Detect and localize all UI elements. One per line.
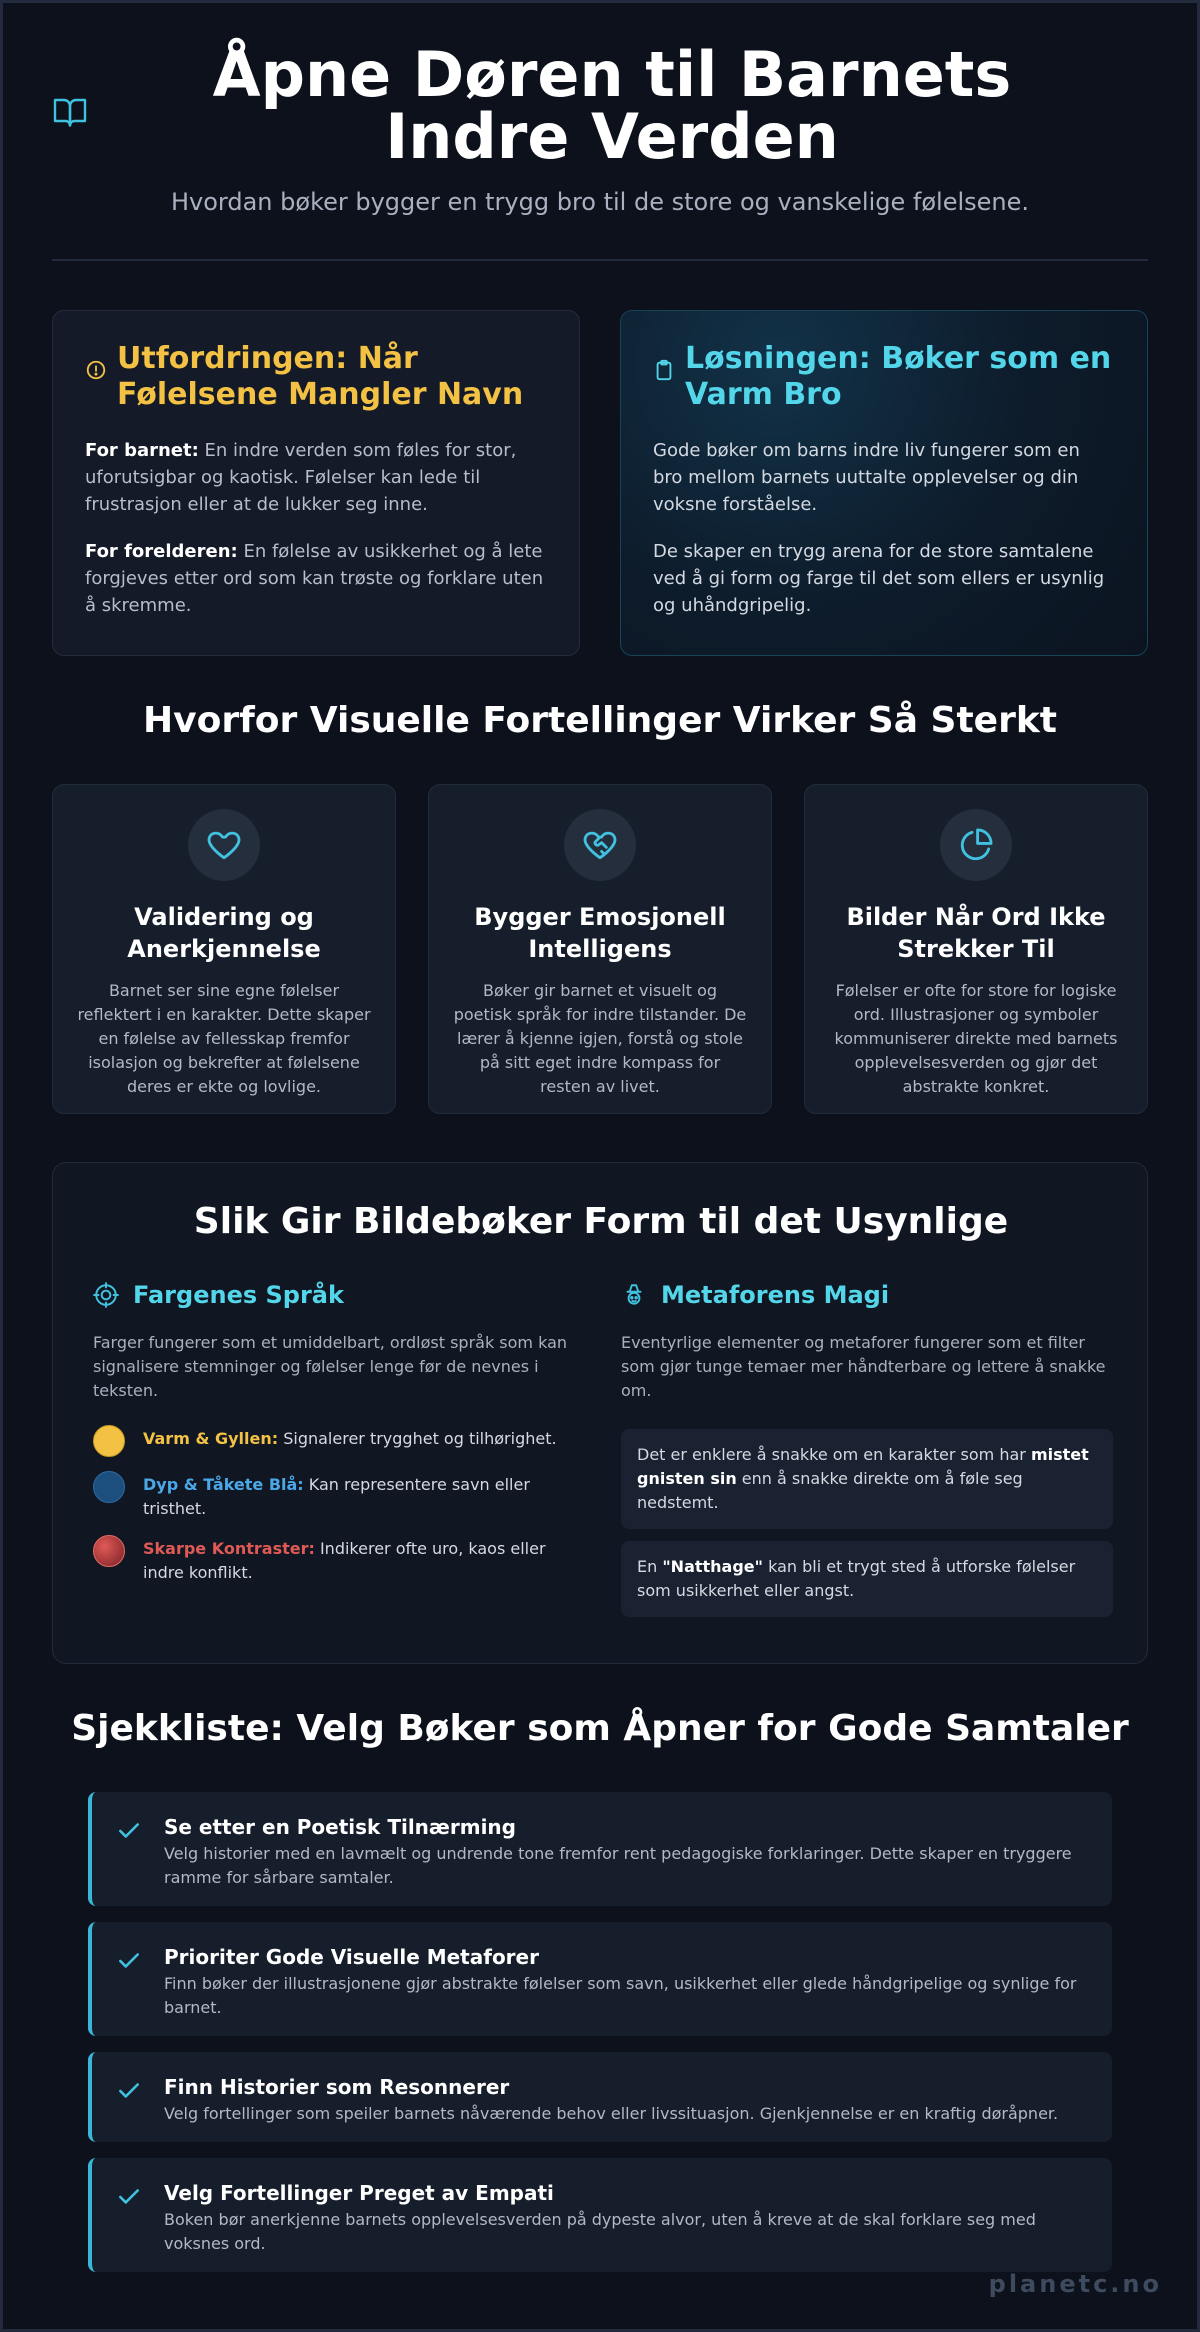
why-card-intelligence [428,784,772,1114]
checklist-item-title: Se etter en Poetisk Tilnærming [164,1815,516,1839]
color-swatch-item: Skarpe Kontraster: Indikerer ofte uro, kaos eller indre konflikt. [93,1537,579,1585]
checklist-title: Sjekkliste: Velg Bøker som Åpner for Gode Samtaler [71,1708,1129,1749]
color-swatch-item: Dyp & Tåkete Blå: Kan representere savn eller tristhet. [93,1473,579,1521]
why-card-text: Følelser er ofte for store for logiske ord. Illustrasjoner og symboler kommuniserer direkte med barnets opplevelsesverden og gjør det abstrakte konkret. [834,981,1118,1096]
color-swatch-item: Varm & Gyllen: Signalerer trygghet og tilhørighet. [93,1427,579,1457]
checklist-item-title: Finn Historier som Resonnerer [164,2075,510,2099]
why-card-images [804,784,1148,1114]
solution-text-1: Gode bøker om barns indre liv fungerer som en bro mellom barnets uuttalte opplevelser og din voksne forståelse. [653,440,1080,515]
solution-title: Løsningen: Bøker som en Varm Bro [685,341,1112,412]
checkmark-icon [116,2078,142,2104]
why-card-title: Bygger Emosjonell Intelligens [474,903,726,963]
warm-gold-swatch [93,1425,125,1457]
why-card-text: Barnet ser sine egne følelser reflektert i en karakter. Dette skaper en følelse av fellesskap fremfor isolasjon og bekrefter at følelsene deres er ekte og lovlige. [77,981,371,1096]
metaphor-description: Eventyrlige elementer og metaforer fungerer som et filter som gjør tunge temaer mer håndterbare og lettere å snakke om. [621,1333,1106,1400]
checklist [88,1792,1112,2288]
contrast-swatch [93,1535,125,1567]
why-card-text: Bøker gir barnet et visuelt og poetisk språk for indre tilstander. De lærer å kjenne igjen, forstå og stole på sitt eget indre kompass for resten av livet. [453,981,747,1096]
colors-title: Fargenes Språk [133,1281,344,1309]
checkmark-icon [116,2184,142,2210]
why-section-title: Hvorfor Visuelle Fortellinger Virker Så Sterkt [142,700,1057,741]
heart-handshake-icon [564,809,636,881]
checklist-item [88,1792,1112,1906]
brand-watermark: planetc.no [988,2270,1162,2298]
challenge-parent-text: For forelderen: En følelse av usikkerhet og å lete forgjeves etter ord som kan trøste og forklare uten å skremme. [85,541,544,616]
checklist-item-text: Velg fortellinger som speiler barnets nåværende behov eller livssituasjon. Gjenkjennelse er en kraftig døråpner. [164,2104,1059,2123]
solution-text-2: De skaper en trygg arena for de store samtalene ved å gi form og farge til det som ellers er usynlig og uhåndgripelig. [653,541,1105,616]
clipboard-icon [653,359,675,381]
panel-title: Slik Gir Bildebøker Form til det Usynlige [193,1201,1009,1242]
metaphor-column [621,1281,1113,1617]
checklist-item-title: Velg Fortellinger Preget av Empati [164,2181,554,2205]
problem-solution-section [52,310,1148,656]
color-swatch-list [93,1427,579,1585]
header [52,38,1148,216]
metaphor-title: Metaforens Magi [661,1281,890,1309]
metaphor-example-2: En "Natthage" kan bli et trygt sted å utforske følelser som usikkerhet eller angst. [621,1541,1113,1617]
challenge-child-text: For barnet: En indre verden som føles for stor, uforutsigbar og kaotisk. Følelser kan lede til frustrasjon eller at de lukker seg inne. [85,440,517,515]
visual-form-panel [52,1162,1148,1664]
pie-chart-icon [940,809,1012,881]
solution-card [620,310,1148,656]
checklist-item-text: Finn bøker der illustrasjonene gjør abstrakte følelser som savn, usikkerhet eller glede håndgripelige og synlige for barnet. [164,1974,1077,2017]
checklist-item [88,1922,1112,2036]
open-book-icon [52,94,88,130]
why-cards [52,784,1148,1114]
checklist-item-text: Boken bør anerkjenne barnets opplevelsesverden på dypeste alvor, uten å kreve at de skal forklare seg med voksnes ord. [164,2210,1036,2253]
colors-description: Farger fungerer som et umiddelbart, ordløst språk som kan signalisere stemninger og følelser lenge før de nevnes i teksten. [93,1333,568,1400]
challenge-title: Utfordringen: Når Følelsene Mangler Navn [117,341,524,412]
checklist-item-text: Velg historier med en lavmælt og undrende tone fremfor rent pedagogiske forklaringer. Dette skaper en tryggere ramme for sårbare samtaler. [164,1844,1072,1887]
why-card-title: Validering og Anerkjennelse [127,903,321,963]
challenge-card [52,310,580,656]
checklist-item [88,2158,1112,2272]
metaphor-example-1: Det er enklere å snakke om en karakter som har mistet gnisten sin enn å snakke direkte om å føle seg nedstemt. [621,1429,1113,1529]
page-subtitle: Hvordan bøker bygger en trygg bro til de store og vanskelige følelsene. [170,188,1029,216]
checklist-item-title: Prioriter Gode Visuelle Metaforer [164,1945,539,1969]
wizard-icon [621,1282,647,1308]
why-card-title: Bilder Når Ord Ikke Strekker Til [846,903,1106,963]
why-card-validation [52,784,396,1114]
page-title: Åpne Døren til Barnets Indre Verden [212,38,1012,173]
target-icon [93,1282,119,1308]
heart-icon [188,809,260,881]
checklist-item [88,2052,1112,2142]
deep-blue-swatch [93,1471,125,1503]
header-divider [52,259,1148,261]
checkmark-icon [116,1948,142,1974]
info-icon [85,359,107,381]
colors-column [93,1281,579,1585]
checkmark-icon [116,1818,142,1844]
